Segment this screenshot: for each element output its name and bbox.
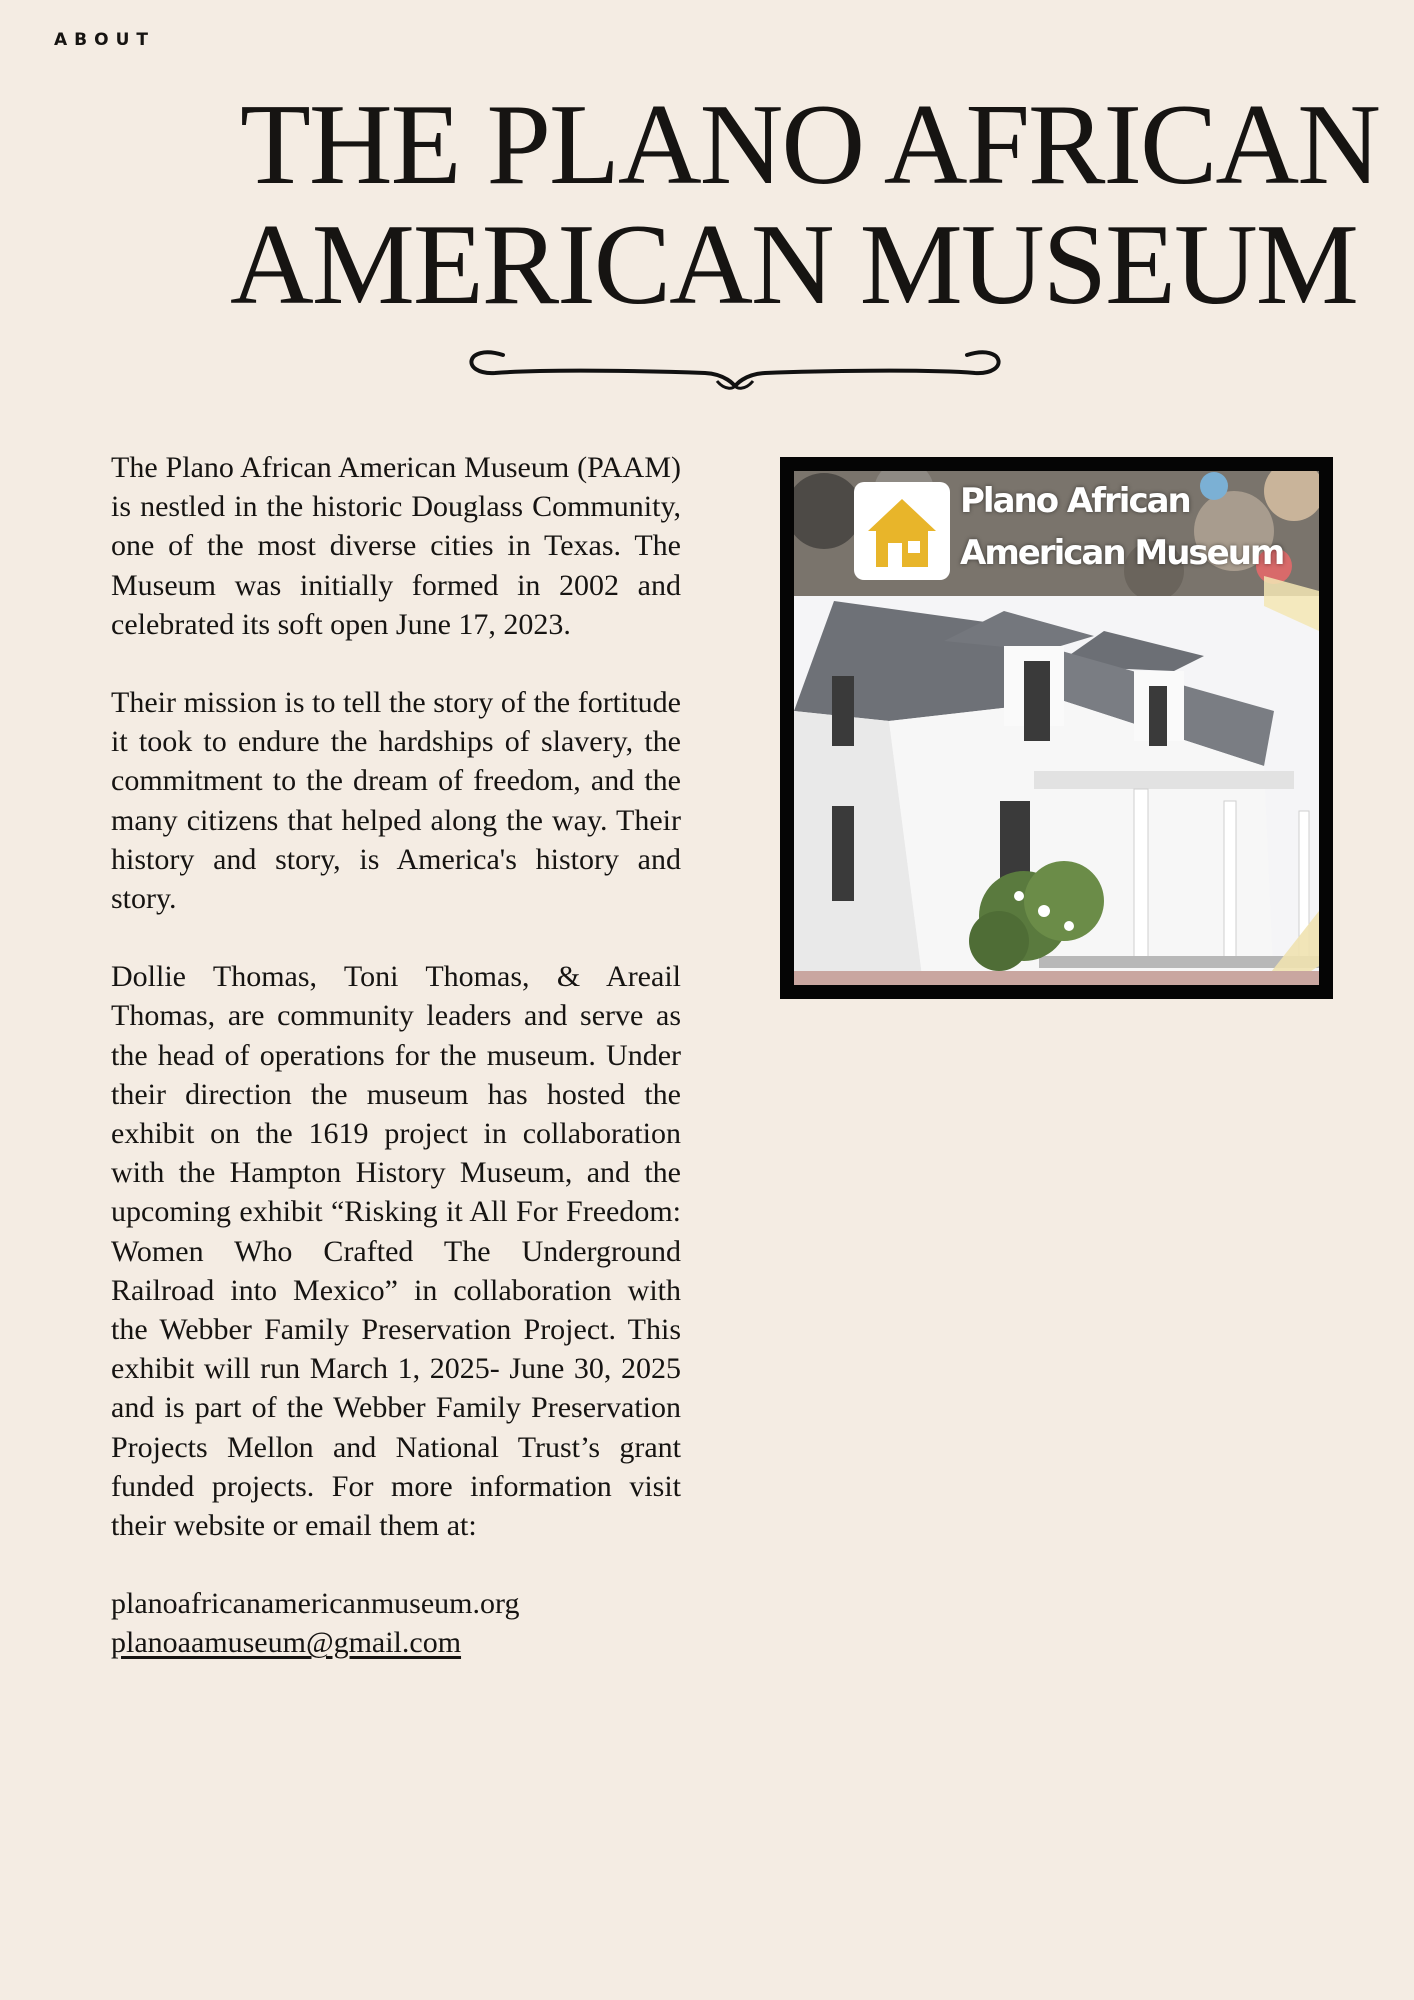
title-line-2: AMERICAN MUSEUM bbox=[230, 201, 1357, 329]
house-icon bbox=[854, 482, 950, 580]
website-link[interactable]: planoafricanamericanmuseum.org bbox=[111, 1587, 520, 1621]
title-line-1: THE PLANO AFRICAN bbox=[240, 81, 1379, 209]
flourish-divider bbox=[455, 333, 1015, 393]
page-title bbox=[0, 81, 1414, 329]
logo-line-1: Plano African bbox=[960, 481, 1190, 521]
logo-line-2: American Museum bbox=[960, 533, 1284, 573]
paragraph-intro: The Plano African American Museum (PAAM) is nestled in the historic Douglass Community, one of the most diverse cities in Texas. The Museum was initially formed in 2002 and celebrated its soft open June 17, 2023. bbox=[111, 451, 681, 641]
paragraph-mission: Their mission is to tell the story of the fortitude it took to endure the hardships of slavery, the commitment to the dream of freedom, and the many citizens that helped along the way. Their history and story, is America's history and story. bbox=[111, 686, 681, 916]
article-body bbox=[111, 448, 681, 1663]
email-link[interactable]: planoaamuseum@gmail.com bbox=[111, 1626, 462, 1660]
contact-info bbox=[111, 1584, 681, 1662]
museum-logo-text bbox=[960, 475, 1283, 579]
museum-photo bbox=[794, 471, 1319, 985]
paragraph-leadership: Dollie Thomas, Toni Thomas, & Areail Thomas, are community leaders and serve as the head of operations for the museum. Under their direction the museum has hosted the exhibit on the 1619 project in collaboration with the Hampton History Museum, and the upcoming exhibit “Risking it All For Freedom: Women Who Crafted The Underground Railroad into Mexico” in collaboration with the Webber Family Preservation Project. This exhibit will run March 1, 2025- June 30, 2025 and is part of the Webber Family Preservation Projects Mellon and National Trust’s grant funded projects. For more information visit their website or email them at: bbox=[111, 960, 681, 1543]
section-label: ABOUT bbox=[54, 30, 155, 50]
museum-photo-frame bbox=[780, 457, 1333, 999]
